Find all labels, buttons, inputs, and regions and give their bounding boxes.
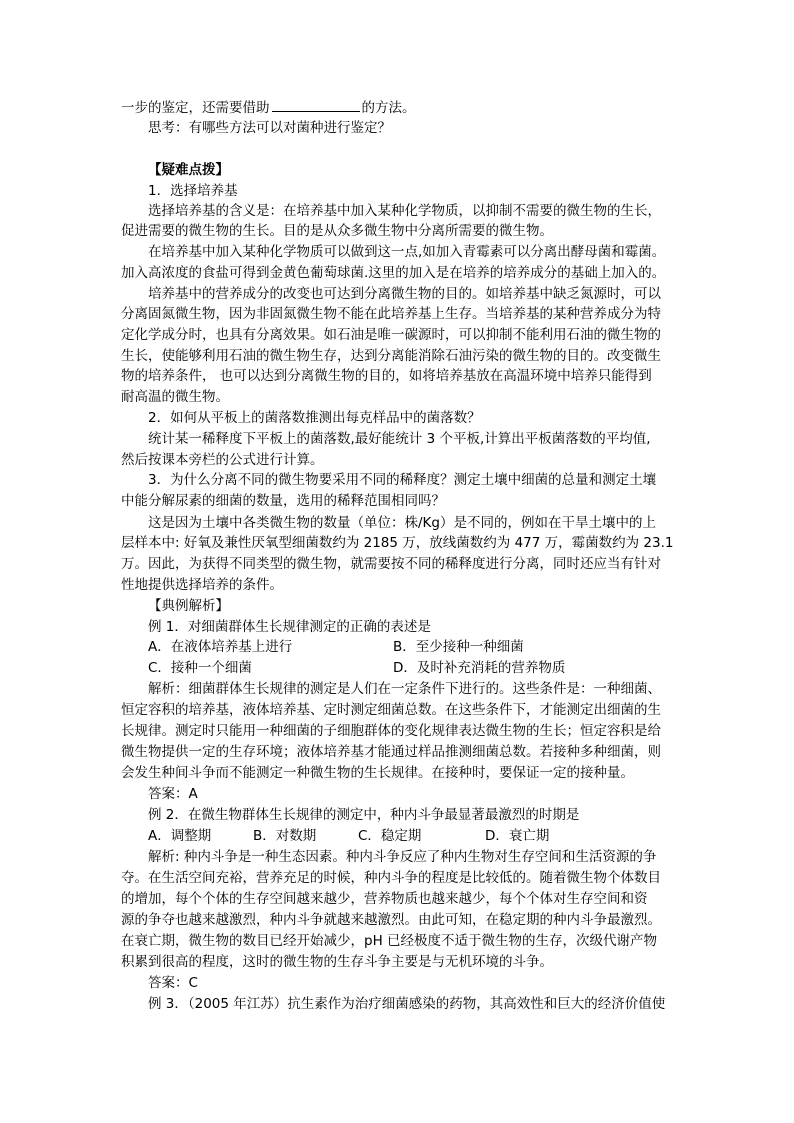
paragraph-line: 统计某一稀释度下平板上的菌落数,最好能统计 3 个平板,计算出平板菌落数的平均值, [148,431,651,447]
paragraph-line: 源的争夺也越来越激烈，种内斗争就越来越激烈。由此可知，在稳定期的种内斗争最激烈。 [121,912,661,928]
example-1-option-d: D．及时补充消耗的营养物质 [393,660,566,676]
paragraph-line: 这是因为土壤中各类微生物的数量（单位：株/Kg）是不同的，例如在干旱土壤中的上 [148,515,656,531]
paragraph-line: 培养基中的营养成分的改变也可达到分离微生物的目的。如培养基中缺乏氮源时，可以 [148,286,661,302]
subheading-dilution: 3．为什么分离不同的微生物要采用不同的稀释度？测定土壤中细菌的总量和测定土壤 [148,472,657,488]
paragraph-line: 长规律。测定时只能用一种细菌的子细胞群体的变化规律表达微生物的生长；恒定容积是给 [121,723,661,739]
paragraph-line: 选择培养基的含义是：在培养基中加入某种化学物质，以抑制不需要的微生物的生长， [148,203,661,219]
example-1-option-c: C．接种一个细菌 [148,660,252,676]
paragraph-line: 万。因此，为获得不同类型的微生物，就需要按不同的稀释度进行分离，同时还应当有针对 [121,556,661,572]
paragraph-line: 在培养基中加入某种化学物质可以做到这一点,如加入青霉素可以分离出酵母菌和霉菌。 [148,244,666,260]
paragraph-line: 夺。在生活空间充裕，营养充足的时候，种内斗争的程度是比较低的。随着微生物个体数目 [121,870,661,886]
answer-blank[interactable] [272,98,360,112]
example-1-question: 例 1．对细菌群体生长规律测定的正确的表述是 [148,619,431,635]
paragraph-line: 分离固氮微生物，因为非固氮微生物不能在此培养基上生存。当培养基的某种营养成分为特 [121,306,661,322]
paragraph-line: 解析：细菌群体生长规律的测定是人们在一定条件下进行的。这些条件是：一种细菌、 [148,681,661,697]
example-2-option-c: C．稳定期 [358,828,422,844]
paragraph-line: 定化学成分时，也具有分离效果。如石油是唯一碳源时，可以抑制不能利用石油的微生物的 [121,327,661,343]
example-2-answer: 答案：C [148,975,198,991]
think-question: 思考：有哪些方法可以对菌种进行鉴定？ [148,120,391,136]
fill-blank-line [121,98,681,118]
example-1-answer: 答案：A [148,786,198,802]
paragraph-line: 微生物提供一定的生存环境；液体培养基才能通过样品推测细菌总数。若接种多种细菌，则 [121,744,661,760]
paragraph-line: 促进需要的微生物的生长。目的是从众多微生物中分离所需要的微生物。 [121,223,553,239]
example-1-option-b: B．至少接种一种细菌 [393,639,524,655]
paragraph-line: 性地提供选择培养的条件。 [121,577,283,593]
paragraph-line: 在衰亡期，微生物的数目已经开始减少，pH 已经极度不适于微生物的生存，次级代谢产物 [121,933,658,949]
paragraph-line: 加入高浓度的食盐可得到金黄色葡萄球菌.这里的加入是在培养的培养成分的基础上加入的。 [121,265,666,281]
paragraph-line: 恒定容积的培养基，液体培养基、定时测定细菌总数。在这些条件下，才能测定出细菌的生 [121,702,661,718]
text: 的方法。 [361,100,416,116]
paragraph-line: 然后按课本旁栏的公式进行计算。 [121,452,324,468]
text: 一步的鉴定，还需要借助 [121,100,270,116]
subheading-selective-medium: 1．选择培养基 [148,183,238,199]
section-heading-difficulty: 【疑难点拨】 [148,162,229,178]
section-heading-examples: 【典例解析】 [148,598,229,614]
example-2-option-d: D．衰亡期 [485,828,550,844]
example-2-option-a: A．调整期 [148,828,212,844]
example-3-question: 例 3．（2005 年江苏）抗生素作为治疗细菌感染的药物，其高效性和巨大的经济价值使 [148,996,666,1012]
example-2-question: 例 2．在微生物群体生长规律的测定中，种内斗争最显著最激烈的时期是 [148,807,580,823]
paragraph-line: 积累到很高的程度，这时的微生物的生存斗争主要是与无机环境的斗争。 [121,954,553,970]
paragraph-line: 的增加，每个个体的生存空间越来越少，营养物质也越来越少，每个个体对生存空间和资 [121,891,648,907]
paragraph-line: 物的培养条件， 也可以达到分离微生物的目的，如将培养基放在高温环境中培养只能得到 [121,368,652,384]
paragraph-line: 中能分解尿素的细菌的数量，选用的稀释范围相同吗？ [121,493,445,509]
paragraph-line: 会发生种间斗争而不能测定一种微生物的生长规律。在接种时，要保证一定的接种量。 [121,765,634,781]
paragraph-line: 耐高温的微生物。 [121,389,229,405]
paragraph-line: 层样本中: 好氧及兼性厌氧型细菌数约为 2185 万，放线菌数约为 477 万，霉菌数约为 23.1 [121,535,674,551]
example-1-option-a: A．在液体培养基上进行 [148,639,293,655]
paragraph-line: 生长，使能够利用石油的微生物生存，达到分离能消除石油污染的微生物的目的。改变微生 [121,348,661,364]
paragraph-line: 解析: 种内斗争是一种生态因素。种内斗争反应了种内生物对生存空间和生活资源的争 [148,849,657,865]
example-2-option-b: B．对数期 [253,828,317,844]
subheading-colony-count: 2．如何从平板上的菌落数推测出每克样品中的菌落数？ [148,410,481,426]
